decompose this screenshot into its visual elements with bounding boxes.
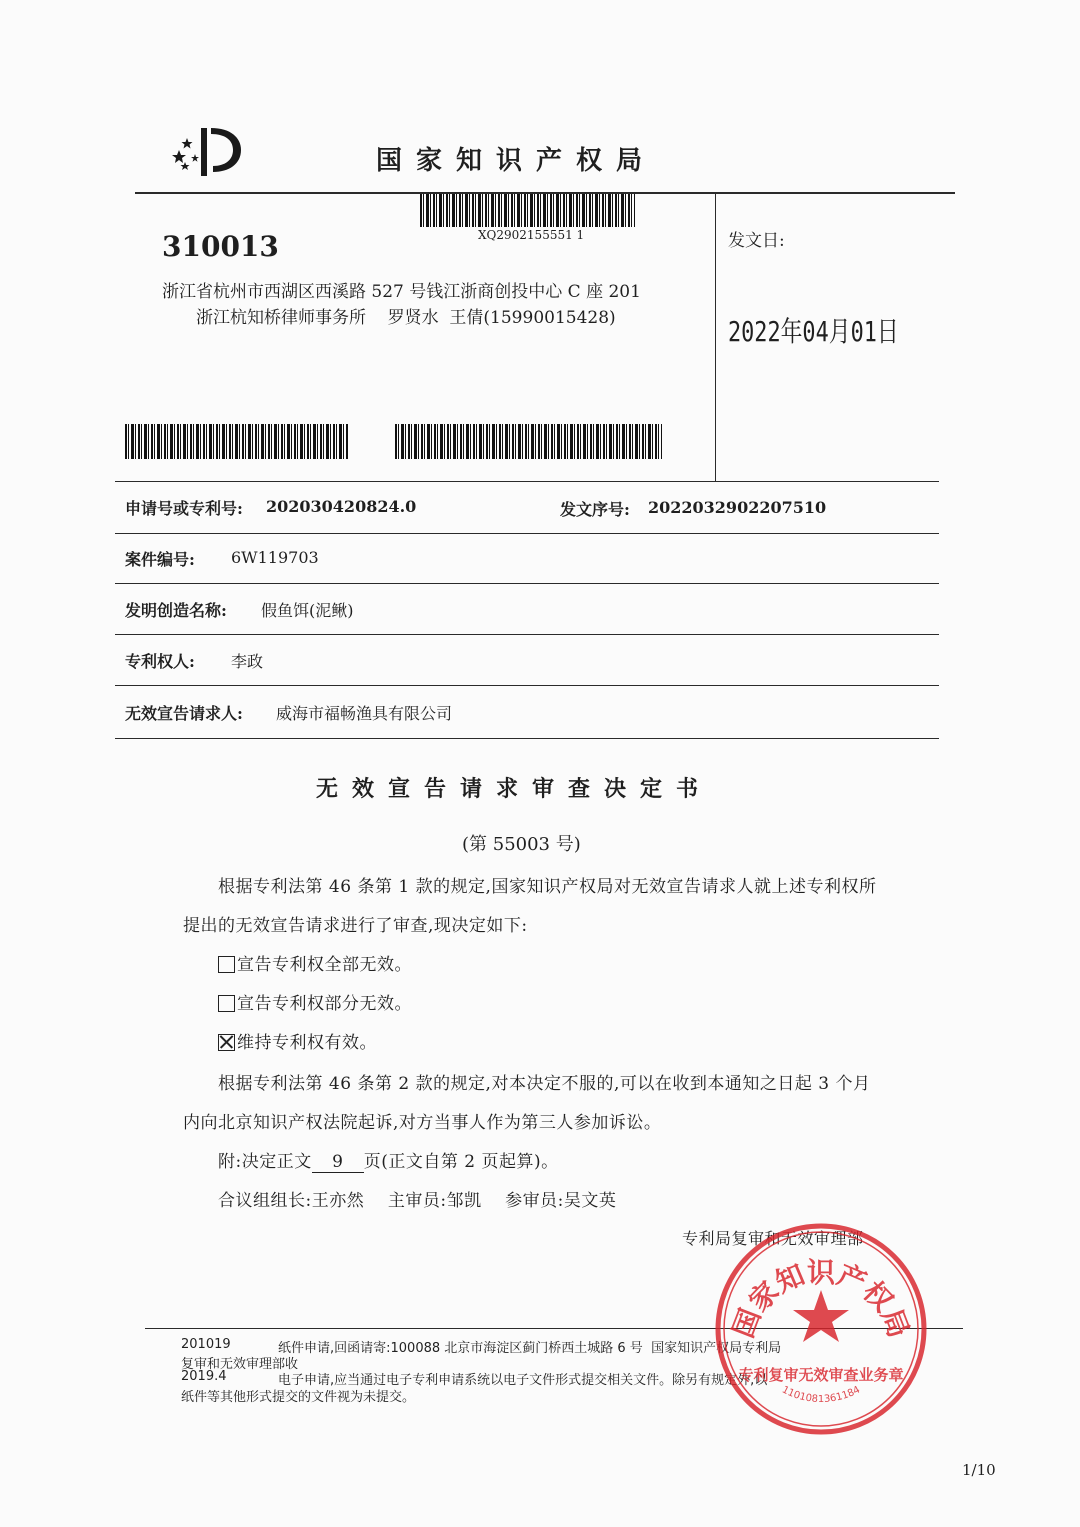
footer-code-1: 201019: [181, 1337, 231, 1352]
date-column-divider: [715, 193, 716, 481]
panel-members: 合议组组长:王亦然 主审员:邹凯 参审员:吴文英: [218, 1191, 617, 1211]
invention-label: 发明创造名称:: [125, 601, 227, 620]
app-no-label: 申请号或专利号:: [125, 499, 243, 518]
rule-6: [115, 738, 939, 739]
decision-title: 无效宣告请求审查决定书: [316, 776, 713, 802]
option-maintain-valid-label: 维持专利权有效。: [237, 1033, 377, 1053]
tracking-code: XQ2902155551 1: [478, 228, 585, 242]
official-seal: [712, 1220, 930, 1438]
attachment-line: [218, 1147, 559, 1173]
postcode: 310013: [162, 230, 279, 263]
case-no: 6W119703: [231, 548, 319, 567]
para2-line2: 内向北京知识产权法院起诉,对方当事人作为第三人参加诉讼。: [183, 1113, 662, 1133]
attachment-prefix: 附:决定正文: [218, 1152, 312, 1172]
address-barcode-1: [125, 424, 348, 459]
case-no-label: 案件编号:: [125, 550, 195, 569]
attachment-suffix: 页(正文自第 2 页起算)。: [363, 1152, 559, 1172]
checkbox-maintain-valid[interactable]: [218, 1034, 235, 1051]
doc-no-label: 发文序号:: [560, 500, 630, 519]
requester: 威海市福畅渔具有限公司: [276, 704, 453, 723]
rule-1: [115, 481, 939, 482]
option-invalid-all-label: 宣告专利权全部无效。: [237, 955, 412, 975]
option-invalid-part: [218, 989, 412, 1014]
address-barcode-2: [395, 424, 662, 459]
page-number: 1/10: [962, 1461, 996, 1479]
para1-line1: 根据专利法第 46 条第 1 款的规定,国家知识产权局对无效宣告请求人就上述专利权所: [218, 877, 877, 897]
seal-text-mid: 专利复审无效审查业务章: [738, 1366, 904, 1384]
seal-text-top: 国家知识产权局: [726, 1255, 916, 1343]
footer-code-2: 2019.4: [181, 1369, 227, 1384]
checkbox-invalid-all[interactable]: [218, 956, 235, 973]
issue-date: 2022年04月01日: [728, 315, 899, 348]
address-line-1: 浙江省杭州市西湖区西溪路 527 号钱江浙商创投中心 C 座 201: [162, 282, 641, 302]
issue-date-label: 发文日:: [728, 231, 785, 251]
seal-text-number: 1101081361184: [779, 1384, 863, 1405]
office-name: 国家知识产权局: [376, 146, 657, 176]
footer-line-2b: 纸件等其他形式提交的文件视为未提交。: [181, 1390, 416, 1405]
rule-3: [115, 583, 939, 584]
footer-line-1b: 复审和无效审理部收: [181, 1357, 299, 1372]
option-maintain-valid: [218, 1028, 377, 1053]
rule-5: [115, 685, 939, 686]
rule-2: [115, 533, 939, 534]
para1-line2: 提出的无效宣告请求进行了审查,现决定如下:: [183, 916, 528, 936]
doc-no: 2022032902207510: [648, 498, 827, 517]
svg-text:1101081361184: [780, 1384, 862, 1405]
footer-line-2: 电子申请,应当通过电子专利申请系统以电子文件形式提交相关文件。除另有规定外,以: [278, 1373, 768, 1388]
footer-line-1: 纸件申请,回函请寄:100088 北京市海淀区蓟门桥西土城路 6 号 国家知识产权局专利局: [278, 1341, 782, 1356]
rule-4: [115, 634, 939, 635]
tracking-barcode: [420, 194, 635, 227]
option-invalid-part-label: 宣告专利权部分无效。: [237, 994, 412, 1014]
checkbox-invalid-part[interactable]: [218, 995, 235, 1012]
patentee: 李政: [231, 652, 264, 671]
attachment-pages: 9: [312, 1152, 364, 1173]
invention-name: 假鱼饵(泥鳅): [261, 601, 354, 620]
issuing-department: 专利局复审和无效审理部: [682, 1229, 864, 1248]
requester-label: 无效宣告请求人:: [125, 704, 243, 723]
address-line-2: 浙江杭知桥律师事务所 罗贤水 王倩(15990015428): [196, 308, 616, 328]
cnipa-logo: [165, 120, 245, 180]
decision-number: (第 55003 号): [462, 834, 581, 855]
patentee-label: 专利权人:: [125, 652, 195, 671]
option-invalid-all: [218, 950, 412, 975]
app-no: 202030420824.0: [266, 497, 417, 516]
para2-line1: 根据专利法第 46 条第 2 款的规定,对本决定不服的,可以在收到本通知之日起 3 个月: [218, 1074, 871, 1094]
